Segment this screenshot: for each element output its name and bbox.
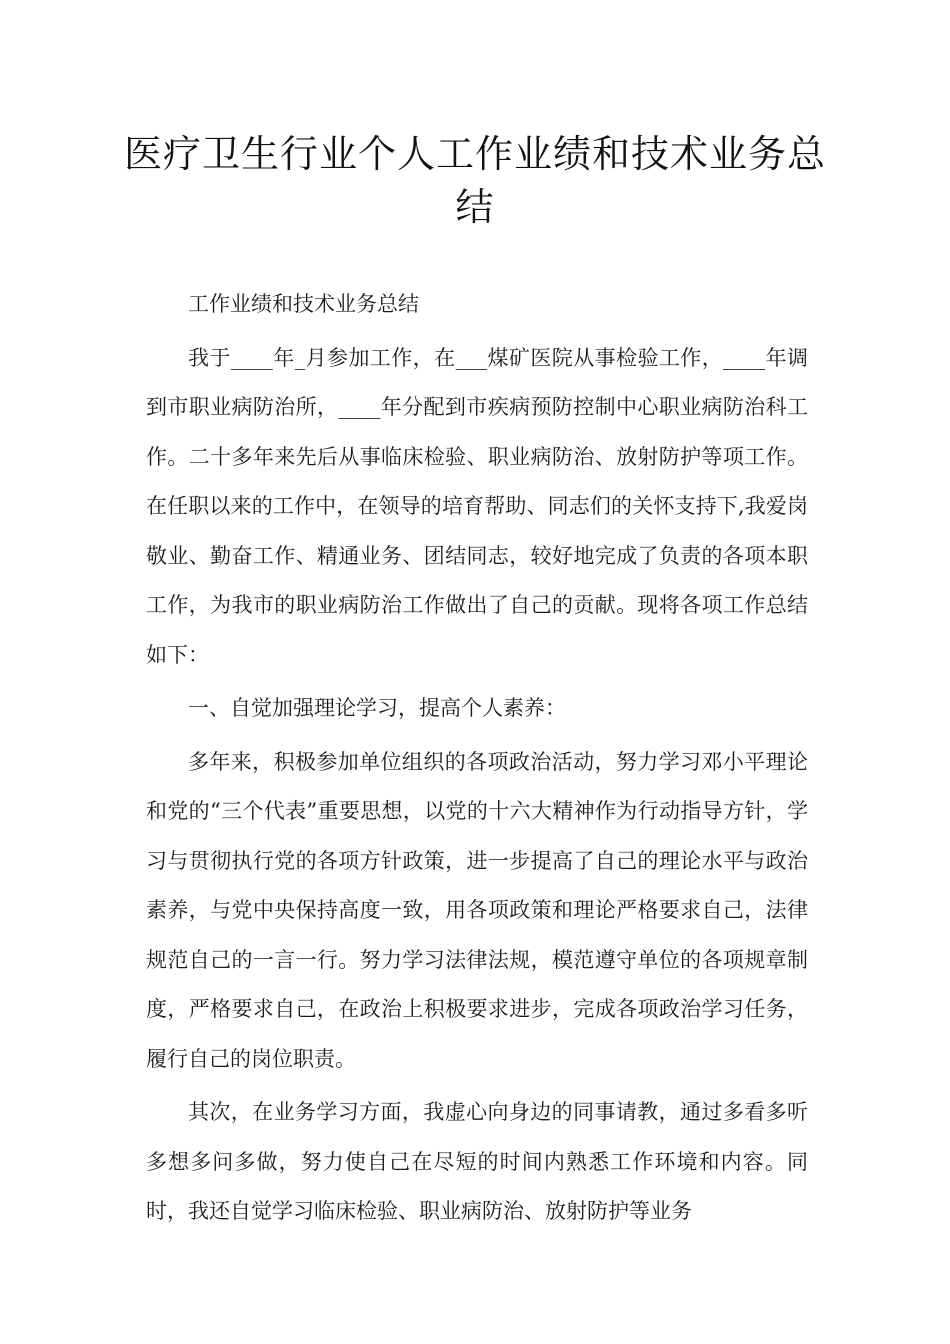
section-heading: 一、自觉加强理论学习，提高个人素养： — [188, 696, 566, 720]
document-title: 医疗卫生行业个人工作业绩和技术业务总结 — [123, 132, 826, 229]
intro-paragraph: 我于____年_月参加工作，在___煤矿医院从事检验工作，____年调到市职业病防治所，____年分配到市疾病预防控制中心职业病防治科工作。二十多年来先后从事临床检验、职业病防治、放射防护等项工作。在任职以来的工作中，在领导的培育帮助、同志们的关怀支持下,我爱岗敬业、勤奋工作、精通业务、团结同志，较好地完成了负责的各项本职工作，为我市的职业病防治工作做出了自己的贡献。现将各项工作总结如下： — [146, 345, 808, 667]
body-paragraph: 其次，在业务学习方面，我虚心向身边的同事请教，通过多看多听多想多问多做，努力使自己在尽短的时间内熟悉工作环境和内容。同时，我还自觉学习临床检验、职业病防治、放射防护等业务 — [146, 1100, 808, 1223]
body-paragraph: 多年来，积极参加单位组织的各项政治活动，努力学习邓小平理论和党的“三个代表”重要思想，以党的十六大精神作为行动指导方针，学习与贯彻执行党的各项方针政策，进一步提高了自己的理论水平与政治素养，与党中央保持高度一致，用各项政策和理论严格要求自己，法律规范自己的一言一行。努力学习法律法规，模范遵守单位的各项规章制度，严格要求自己，在政治上积极要求进步，完成各项政治学习任务，履行自己的岗位职责。 — [146, 749, 808, 1071]
document-body — [146, 280, 808, 1241]
subtitle-paragraph: 工作业绩和技术业务总结 — [188, 292, 419, 316]
